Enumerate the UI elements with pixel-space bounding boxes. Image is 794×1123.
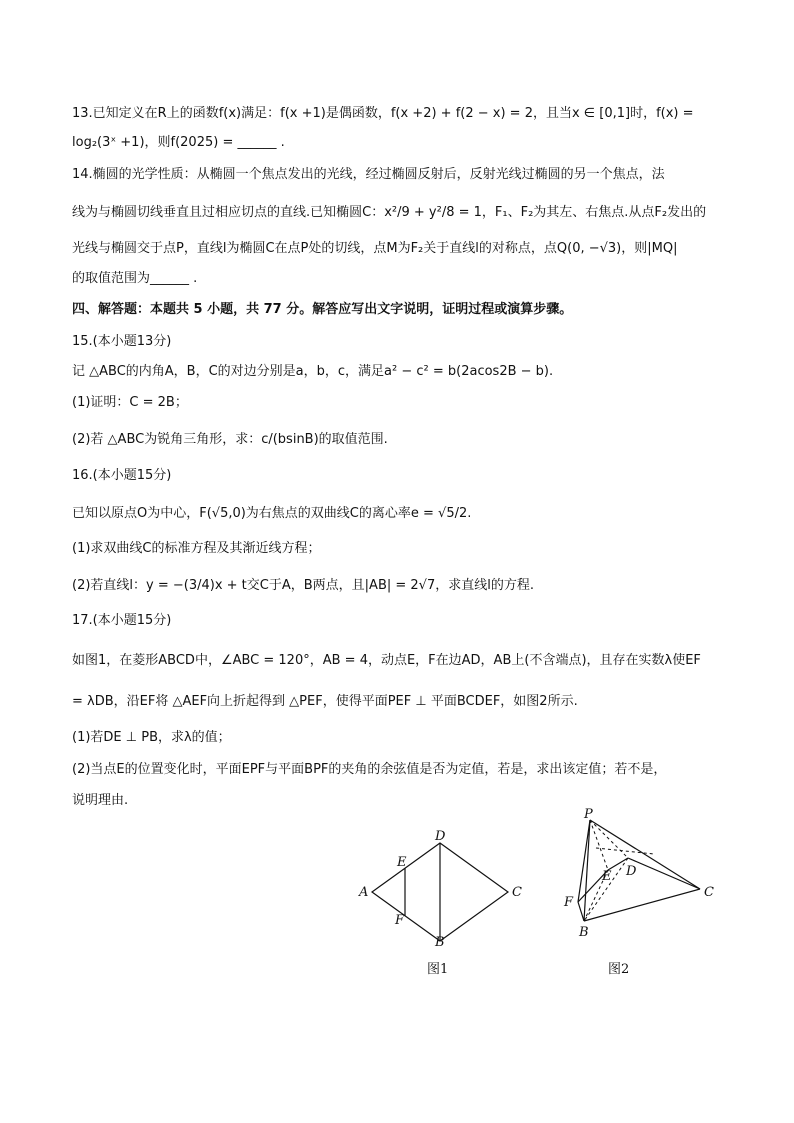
q17-line-3: (1)若DE ⊥ PB，求λ的值；	[72, 730, 231, 745]
q17-header: 17.(本小题15分)	[72, 613, 172, 628]
figure-2-diagram	[558, 808, 728, 948]
edge-fb	[578, 902, 584, 921]
edge-pd-hidden	[590, 820, 628, 858]
figure-1-diagram	[350, 830, 540, 950]
label-b: B	[435, 935, 445, 950]
edge-pf	[578, 820, 590, 902]
edge-pb	[584, 820, 590, 921]
label-f: F	[395, 913, 405, 928]
label-a: A	[359, 885, 369, 900]
label-p: P	[584, 808, 593, 822]
q13-line-1: 13.已知定义在R上的函数f(x)满足：f(x +1)是偶函数，f(x +2) + f(2 − x) = 2，且当x ∈ [0,1]时，f(x) =	[72, 106, 694, 121]
label-e2: E	[602, 869, 612, 884]
q13-line-2: log₂(3ˣ +1)，则f(2025) = ______ .	[72, 135, 285, 150]
q15-line-2: (1)证明：C = 2B；	[72, 395, 188, 410]
q17-line-4: (2)当点E的位置变化时，平面EPF与平面BPF的夹角的余弦值是否为定值，若是，求出该定值；若不是，	[72, 762, 667, 777]
label-f2: F	[564, 895, 574, 910]
q17-line-1: 如图1，在菱形ABCD中，∠ABC = 120°，AB = 4，动点E，F在边AD，AB上(不含端点)，且存在实数λ使EF	[72, 653, 701, 668]
q16-line-2: (1)求双曲线C的标准方程及其渐近线方程；	[72, 541, 321, 556]
figure-1	[350, 830, 540, 950]
edge-pe-hidden	[590, 820, 608, 870]
q15-header: 15.(本小题13分)	[72, 334, 172, 349]
label-c2: C	[704, 885, 714, 900]
edge-dc	[628, 858, 700, 889]
q15-line-3: (2)若 △ABC为锐角三角形，求：c/(bsinB)的取值范围.	[72, 432, 388, 447]
label-e: E	[397, 855, 407, 870]
q16-line-1: 已知以原点O为中心，F(√5,0)为右焦点的双曲线C的离心率e = √5/2.	[72, 506, 472, 521]
edge-aux-hidden	[596, 848, 654, 854]
q14-line-4: 的取值范围为______ .	[72, 271, 198, 286]
q15-line-1: 记 △ABC的内角A，B，C的对边分别是a，b，c，满足a² − c² = b(2acos2B − b).	[72, 364, 554, 379]
label-d: D	[435, 830, 446, 844]
q16-header: 16.(本小题15分)	[72, 468, 172, 483]
figure-2	[558, 808, 728, 948]
edge-bc	[584, 889, 700, 921]
edge-db-hidden	[584, 858, 628, 921]
q16-line-3: (2)若直线l：y = −(3/4)x + t交C于A，B两点，且|AB| = 2√7，求直线l的方程.	[72, 578, 534, 593]
label-d2: D	[626, 864, 637, 879]
q14-line-1: 14.椭圆的光学性质：从椭圆一个焦点发出的光线，经过椭圆反射后，反射光线过椭圆的另一个焦点，法	[72, 167, 665, 182]
label-c: C	[512, 885, 522, 900]
q14-line-3: 光线与椭圆交于点P，直线l为椭圆C在点P处的切线，点M为F₂关于直线l的对称点，点Q(0, −√3)，则|MQ|	[72, 241, 678, 256]
figure-1-caption: 图1	[427, 962, 449, 977]
q17-line-2: = λDB，沿EF将 △AEF向上折起得到 △PEF，使得平面PEF ⊥ 平面BCDEF，如图2所示.	[72, 694, 578, 709]
q14-line-2: 线为与椭圆切线垂直且过相应切点的直线.已知椭圆C：x²/9 + y²/8 = 1，F₁、F₂为其左、右焦点.从点F₂发出的	[72, 205, 707, 220]
section-4-header: 四、解答题：本题共 5 小题，共 77 分。解答应写出文字说明，证明过程或演算步骤。	[72, 302, 573, 317]
q17-line-5: 说明理由.	[72, 793, 129, 808]
label-b2: B	[579, 925, 589, 940]
figure-2-caption: 图2	[608, 962, 630, 977]
